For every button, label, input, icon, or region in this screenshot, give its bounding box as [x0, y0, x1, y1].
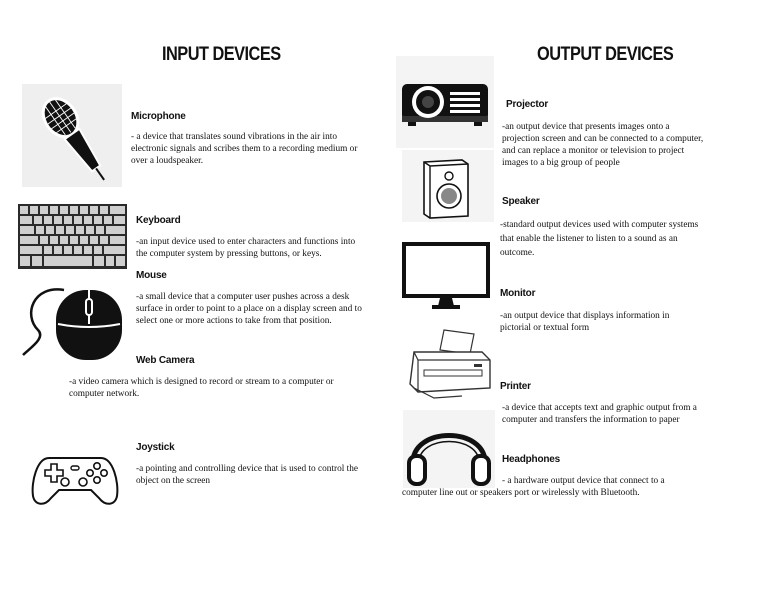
speaker-title: Speaker: [502, 196, 540, 207]
projector-description: -an output device that presents images onto a projection screen and can be connected to a computer, and can replace a monitor or television to project images to a big group of people: [502, 122, 704, 168]
mouse-title: Mouse: [136, 270, 167, 281]
monitor-icon: [400, 238, 492, 312]
gamepad-icon: [25, 440, 125, 518]
mouse-icon: [18, 280, 127, 360]
headphones-description: - a hardware output device that connect to a computer line out or speakers port or wirelessly with Bluetooth.: [402, 476, 665, 498]
output-devices-heading: OUTPUT DEVICES: [537, 44, 674, 65]
keyboard-description: -an input device used to enter characters and functions into the computer system by pressing buttons, or keys.: [136, 237, 356, 259]
printer-icon: [404, 326, 494, 400]
monitor-title: Monitor: [500, 288, 536, 299]
headphones-title: Headphones: [502, 454, 561, 465]
speaker-description: -standard output devices used with computer systems that enable the listener to listen to a sound as an outcome.: [500, 220, 699, 258]
microphone-description: - a device that translates sound vibrations in the air into electronic signals and scribes them to a recording medium or over a loudspeaker.: [131, 132, 358, 166]
joystick-description: -a pointing and controlling device that is used to control the object on the screen: [136, 464, 359, 486]
monitor-description: -an output device that displays information in pictorial or textual form: [500, 311, 670, 333]
microphone-icon: [22, 84, 122, 187]
input-devices-heading: INPUT DEVICES: [162, 44, 281, 65]
web-camera-title: Web Camera: [136, 355, 195, 366]
projector-title: Projector: [506, 99, 549, 110]
printer-description: -a device that accepts text and graphic output from a computer and transfers the information to paper: [502, 403, 697, 425]
projector-icon: [396, 56, 494, 148]
keyboard-title: Keyboard: [136, 215, 181, 226]
mouse-description: -a small device that a computer user pushes across a desk surface in order to point to a place on a display screen and to select one or more actions to take from that position.: [136, 292, 362, 326]
web-camera-description: -a video camera which is designed to record or stream to a computer or computer network.: [69, 377, 334, 399]
printer-title: Printer: [500, 381, 531, 392]
joystick-title: Joystick: [136, 442, 175, 453]
speaker-icon: [402, 150, 494, 222]
keyboard-icon: [18, 204, 127, 269]
microphone-title: Microphone: [131, 111, 186, 122]
